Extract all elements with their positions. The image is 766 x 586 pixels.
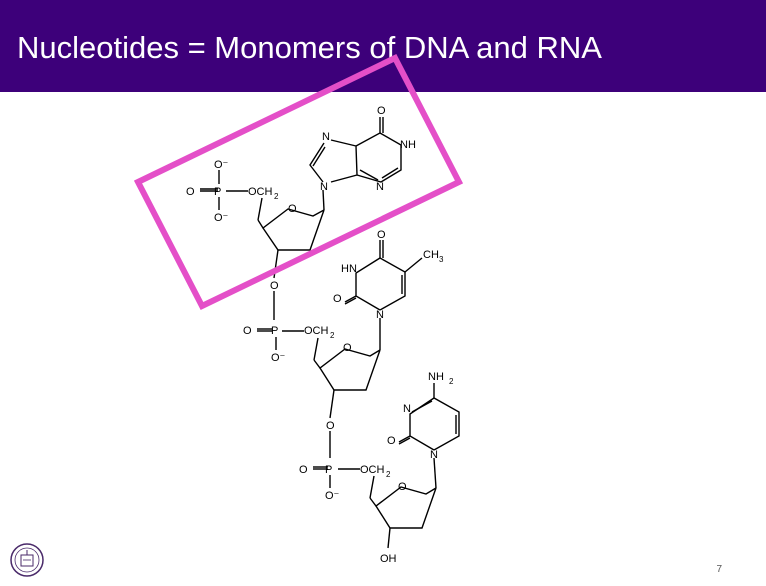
label-n1-cytosine: N: [430, 449, 438, 461]
label-ch3: CH: [423, 249, 439, 261]
label-n9: N: [320, 181, 328, 193]
atom-labels: [186, 105, 454, 565]
slide-title: Nucleotides = Monomers of DNA and RNA: [17, 30, 602, 65]
label-sub3: 3: [439, 255, 444, 264]
label-n3-cytosine: N: [403, 403, 411, 415]
label-nh-1: NH: [400, 139, 416, 151]
label-o-minus-2: O⁻: [271, 352, 286, 364]
label-o-2: O: [243, 325, 252, 337]
label-n7: N: [322, 131, 330, 143]
label-link-o-2: O: [326, 420, 335, 432]
label-p-3: P: [325, 464, 333, 476]
label-p-2: P: [271, 325, 279, 337]
label-och-2: OCH: [304, 325, 329, 337]
label-nh2: NH: [428, 371, 444, 383]
label-o-thymine-4: O: [377, 229, 386, 241]
label-link-o-1: O: [270, 280, 279, 292]
label-n1-thymine: N: [376, 309, 384, 321]
label-hn-thymine: HN: [341, 263, 357, 275]
label-sub2-2: 2: [330, 331, 335, 340]
label-sub2-amine: 2: [449, 377, 454, 386]
label-sub2-3: 2: [386, 470, 391, 479]
highlight-box: [138, 58, 459, 306]
page-number: 7: [716, 564, 722, 575]
label-o-3: O: [299, 464, 308, 476]
label-ring-o-2: O: [343, 342, 352, 354]
label-o-1: O: [186, 186, 195, 198]
label-p-1: P: [214, 186, 222, 198]
label-ring-o-3: O: [398, 481, 407, 493]
label-n3: N: [376, 181, 384, 193]
label-ring-o-1: O: [288, 203, 297, 215]
university-seal-icon: [9, 540, 45, 580]
label-o-minus-1a: O⁻: [214, 159, 229, 171]
label-o-minus-1b: O⁻: [214, 212, 229, 224]
label-carbonyl-o-1: O: [377, 105, 386, 117]
label-o-thymine-2: O: [333, 293, 342, 305]
label-o-minus-3: O⁻: [325, 490, 340, 502]
label-sub2-1: 2: [274, 192, 279, 201]
label-och-1: OCH: [248, 186, 273, 198]
label-o-cytosine: O: [387, 435, 396, 447]
label-oh: OH: [380, 553, 397, 565]
label-och-3: OCH: [360, 464, 385, 476]
